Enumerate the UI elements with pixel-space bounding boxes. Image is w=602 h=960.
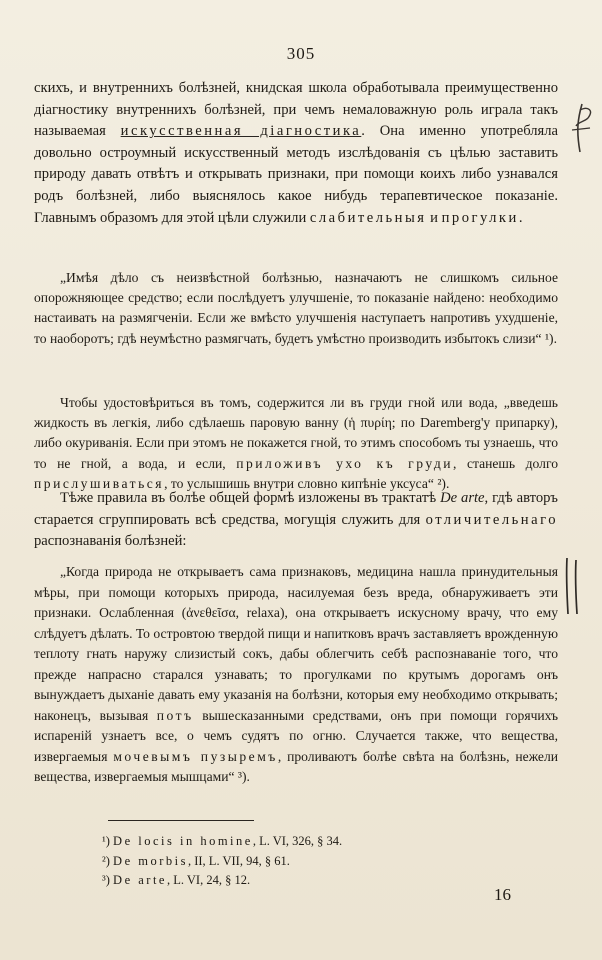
paragraph-1-tail-b: . [518, 209, 523, 226]
paragraph-1-tail-a: . Она именно употребляла довольно остроумный искусственный методъ изслѣдованія съ цѣлью заставить природу давать отвѣтъ и открывать признаки, при помощи коихъ либо узнавался родъ болѣзней, либо выяснялось какое нибудь терапевтическое показаніе. Главнымъ образомъ для этой цѣли служили [34, 123, 559, 226]
footnote-mark: ²) [102, 853, 110, 868]
footnote [102, 832, 342, 852]
paragraph-5-quote [34, 562, 558, 788]
paragraph-1-lead: скихъ, и внутреннихъ болѣзней, книдская школа обработывала преимущественно діагностику внутреннихъ болѣзней, при чемъ немаловажную роль играла такъ называемая [34, 80, 558, 140]
paragraph-4 [34, 488, 558, 553]
footnote-divider [108, 820, 254, 821]
paragraph-3-mid: , станешь долго [453, 455, 558, 471]
footnote-ref: , II, L. VII, 94, § 61. [187, 853, 290, 868]
paragraph-3-lead: Чтобы удостовѣриться въ томъ, содержится ли въ груди гной или вода, „введешь жидкость въ легкія, либо сдѣлаешь паровую ванну (ἡ πυρίη; по Daremberg'у припарку), либо окуриванія. Если при этомъ не покажется гной, то этимъ способомъ ты узнаешь, что то не гной, а вода, и если, [34, 395, 558, 471]
footnote-ref: , L. VI, 326, § 34. [252, 834, 343, 848]
footnote-title: De locis in homine [113, 834, 253, 848]
paragraph-3 [34, 393, 558, 494]
paragraph-2-quote: „Имѣя дѣло съ неизвѣстной болѣзнью, назначаютъ не слишкомъ сильное опорожняющее средство; если послѣдуетъ улучшеніе, то показаніе найдено: необходимо настаивать на размягченіи. Если же вмѣсто улучшенія наступаетъ напротивъ ухудшеніе, то наоборотъ; гдѣ неумѣстно размягчать, будетъ умѣстно производить избытокъ слизи“ ¹). [34, 270, 558, 346]
page-number: 305 [286, 44, 316, 63]
footnote [102, 871, 342, 891]
paragraph-1 [34, 78, 558, 229]
paragraph-1-spaced-a: слабительныя [309, 209, 427, 226]
footnote-mark: ³) [102, 873, 110, 887]
paragraph-4-mid: , гдѣ авторъ старается сгруппировать всѣ средства, могущія служить для [34, 490, 558, 528]
paragraph-1-mid: и [426, 209, 442, 226]
footnote [102, 852, 342, 872]
paragraph-1-emphasis: искусственная діагностика [120, 123, 362, 140]
paragraph-5-spaced-a: потъ [156, 707, 194, 723]
paragraph-5-lead: „Когда природа не открываетъ сама признаковъ, медицина нашла принудительныя мѣры, при помощи которыхъ природа, насилуемая безъ вреда, обнаруживаетъ эти признаки. Ослабленная (ἀνεθεῖσα, relaxa), она открываетъ искусному врачу, что ему слѣдуетъ дѣлать. То островтою твердой пищи и напитковъ врачъ заставляетъ врожденную теплоту гнать наружу слизистый сокъ, дабы облегчить себѣ распознаваніе того, что прежде напрасно старался узнавать; то прогулками по крутымъ дорогамъ онъ вынуждаетъ дыханіе давать ему указанія на болѣзни, которыя ему необходимо открывать; наконецъ, вызывая [34, 564, 558, 723]
footnote-mark: ¹) [102, 834, 110, 848]
footnote-title: De arte [113, 873, 167, 887]
paragraph-3-spaced-a: приложивъ ухо къ груди [236, 455, 454, 471]
paragraph-3-spaced-b: прислушиваться [34, 475, 165, 491]
footnotes [102, 832, 342, 891]
signature-mark: 16 [494, 885, 511, 904]
paragraph-3-tail: , то услышишь внутри словно кипѣніе уксуса“ ²). [164, 475, 450, 491]
handwritten-mark-icon [568, 100, 598, 160]
paragraph-5-tail: , проливаютъ болѣе свѣта на болѣзнь, нежели вещества, извергаемыя мышцами“ ³). [34, 748, 559, 784]
paragraph-4-spaced: отличительнаго [425, 511, 558, 528]
margin-bars-icon [561, 556, 583, 616]
paragraph-5-spaced-b: мочевымъ пузыремъ [113, 748, 278, 764]
paragraph-4-italic: De arte [440, 490, 485, 506]
footnote-title: De morbis [113, 853, 188, 868]
paragraph-4-tail: распознаванія болѣзней: [34, 533, 187, 550]
paragraph-5-mid: вышесказанными средствами, онъ при помощи горячихъ испареній узнаетъ все, о чемъ судятъ по огню. Случается также, что вещества, извергаемыя [34, 707, 558, 764]
paragraph-1-spaced-b: прогулки [441, 209, 519, 226]
footnote-ref: , L. VI, 24, § 12. [166, 873, 251, 887]
paragraph-4-lead: Тѣже правила въ болѣе общей формѣ изложены въ трактатѣ [60, 490, 441, 506]
